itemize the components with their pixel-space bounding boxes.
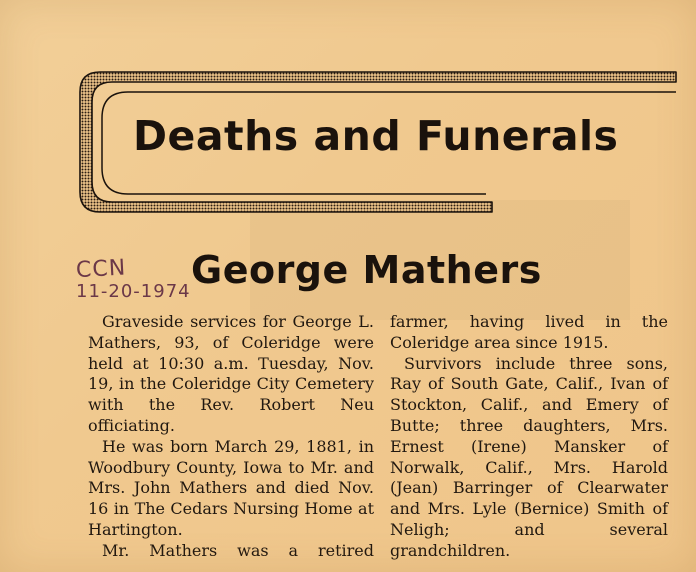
article-right-column (390, 312, 668, 562)
article-paragraph: Survivors include three sons, Ray of South Gate, Calif., Ivan of Stockton, Calif., and Emery of Butte; three daughters, Mrs. Ernest (Irene) Mansker of Norwalk, Calif., Mrs. Harold (Jean) Barringer of Clearwater and Mrs. Lyle (Bernice) Smith of Neligh; and several grandchildren. (390, 353, 668, 560)
article-paragraph: Graveside services for George L. Mathers, 93, of Coleridge were held at 10:30 a.m. Tuesday, Nov. 19, in the Coleridge City Cemetery with the Rev. Robert Neu officiating. (88, 312, 374, 435)
article-paragraph: Mr. Mathers was a retired (102, 540, 374, 560)
handwritten-date: 11-20-1974 (76, 281, 191, 302)
section-heading: Deaths and Funerals (133, 112, 619, 160)
article-left-column (88, 312, 374, 562)
handwritten-publication: CCN (75, 255, 127, 284)
article-paragraph: He was born March 29, 1881, in Woodbury County, Iowa to Mr. and Mrs. John Mathers and died Nov. 16 in The Cedars Nursing Home at Hartington. (88, 436, 374, 539)
handwritten-date-note (76, 256, 196, 304)
article-title: George Mathers (191, 248, 542, 292)
article-paragraph: farmer, having lived in the Coleridge area since 1915. (390, 312, 668, 352)
